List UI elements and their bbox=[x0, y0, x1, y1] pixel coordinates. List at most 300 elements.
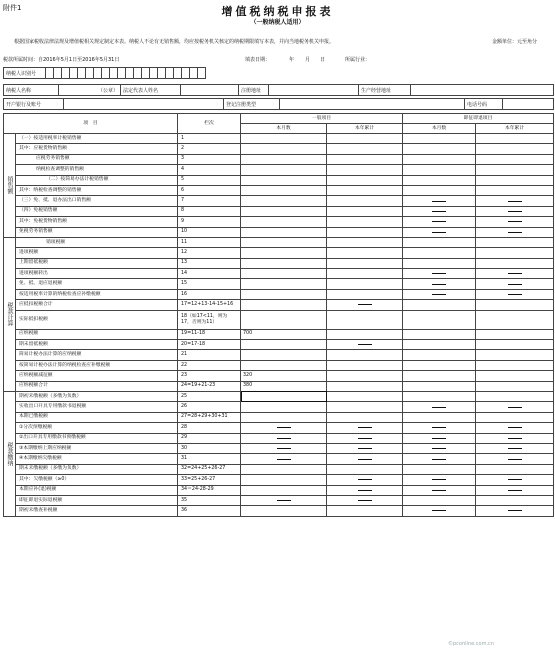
refund-this-month-cell bbox=[403, 217, 476, 227]
row-line-number: 2 bbox=[178, 144, 241, 154]
row-item-label: 应税劳务销售额 bbox=[16, 154, 178, 164]
general-this-month-cell[interactable] bbox=[241, 154, 327, 164]
general-this-month-cell[interactable] bbox=[241, 485, 327, 495]
row-item-label: 实收出口开具专用缴款书退税额 bbox=[16, 402, 178, 412]
not-applicable-dash bbox=[508, 211, 522, 212]
row-line-number: 28 bbox=[178, 423, 241, 433]
row-item-label: 其中：纳税检查调整的销售额 bbox=[16, 185, 178, 195]
refund-ytd-cell[interactable] bbox=[476, 495, 554, 505]
general-this-month-cell[interactable] bbox=[241, 134, 327, 144]
attachment-label: 附件1 bbox=[3, 4, 22, 12]
row-item-label: 应抵扣税额合计 bbox=[16, 300, 178, 310]
refund-this-month-cell[interactable] bbox=[403, 134, 476, 144]
general-ytd-cell[interactable] bbox=[327, 269, 403, 279]
row-line-number: 12 bbox=[178, 248, 241, 258]
row-line-number: 36 bbox=[178, 506, 241, 516]
table-row bbox=[4, 227, 554, 237]
table-row bbox=[4, 485, 554, 495]
general-ytd-cell bbox=[327, 475, 403, 485]
general-ytd-cell[interactable] bbox=[327, 248, 403, 258]
taxpayer-id-digit[interactable] bbox=[174, 68, 182, 79]
refund-ytd-cell[interactable] bbox=[476, 310, 554, 329]
refund-ytd-cell bbox=[476, 279, 554, 289]
taxpayer-id-digit[interactable] bbox=[46, 68, 54, 79]
not-applicable-dash bbox=[432, 490, 446, 491]
not-applicable-dash bbox=[432, 211, 446, 212]
not-applicable-dash bbox=[508, 459, 522, 460]
taxpayer-id-digit[interactable] bbox=[190, 68, 198, 79]
table-row bbox=[4, 371, 554, 381]
general-ytd-cell[interactable] bbox=[327, 310, 403, 329]
general-ytd-cell[interactable] bbox=[327, 258, 403, 268]
watermark-text: ©pconline.com.cn bbox=[448, 641, 494, 647]
general-ytd-cell[interactable] bbox=[327, 412, 403, 422]
table-row bbox=[4, 464, 554, 474]
row-line-number: 25 bbox=[178, 391, 241, 401]
refund-ytd-cell[interactable] bbox=[476, 360, 554, 370]
not-applicable-dash bbox=[432, 448, 446, 449]
section-calc-label: 税款计算 bbox=[4, 237, 16, 391]
taxpayer-id-digit[interactable] bbox=[158, 68, 166, 79]
row-line-number: 29 bbox=[178, 433, 241, 443]
row-line-number: 10 bbox=[178, 227, 241, 237]
fill-day-label: 日 bbox=[320, 57, 326, 63]
table-row bbox=[4, 248, 554, 258]
refund-this-month-cell[interactable] bbox=[403, 350, 476, 360]
general-ytd-cell[interactable] bbox=[327, 196, 403, 206]
item-column-header: 项 目 bbox=[4, 114, 178, 134]
refund-this-month-cell[interactable] bbox=[403, 360, 476, 370]
not-applicable-dash bbox=[508, 294, 522, 295]
row-line-number: 8 bbox=[178, 206, 241, 216]
general-ytd-cell[interactable] bbox=[327, 279, 403, 289]
row-item-label: 其中：欠缴税额（≥0） bbox=[16, 475, 178, 485]
not-applicable-dash bbox=[432, 294, 446, 295]
general-this-month-cell[interactable] bbox=[241, 237, 327, 247]
refund-this-month-cell bbox=[403, 289, 476, 299]
not-applicable-dash bbox=[508, 490, 522, 491]
general-this-month-cell[interactable] bbox=[241, 279, 327, 289]
refund-ytd-cell bbox=[476, 402, 554, 412]
table-row bbox=[4, 279, 554, 289]
general-ytd-cell[interactable] bbox=[327, 289, 403, 299]
general-ytd-cell[interactable] bbox=[327, 227, 403, 237]
row-line-number: 21 bbox=[178, 350, 241, 360]
table-row bbox=[4, 423, 554, 433]
row-item-label: 其中：应税货物销售额 bbox=[16, 144, 178, 154]
table-row bbox=[4, 340, 554, 350]
general-ytd-cell[interactable] bbox=[327, 329, 403, 339]
refund-this-month-cell[interactable] bbox=[403, 495, 476, 505]
general-ytd-cell[interactable] bbox=[327, 165, 403, 175]
general-this-month-cell[interactable] bbox=[241, 475, 327, 485]
not-applicable-dash bbox=[508, 438, 522, 439]
not-applicable-dash bbox=[277, 427, 291, 428]
refund-this-month-cell[interactable] bbox=[403, 154, 476, 164]
general-this-month-cell[interactable] bbox=[241, 289, 327, 299]
general-this-month-cell[interactable]: 380 bbox=[241, 381, 327, 391]
refund-ytd-cell bbox=[476, 485, 554, 495]
tax-period: 税款所属时间：自2016年5月1日至2016年5月31日 bbox=[3, 57, 120, 63]
row-line-number: 15 bbox=[178, 279, 241, 289]
general-this-month-cell[interactable] bbox=[241, 391, 327, 401]
general-this-month-cell[interactable] bbox=[241, 196, 327, 206]
taxpayer-id-digit[interactable] bbox=[54, 68, 62, 79]
table-row bbox=[4, 381, 554, 391]
taxpayer-id-digit[interactable] bbox=[142, 68, 150, 79]
general-this-month-cell[interactable] bbox=[241, 258, 327, 268]
general-this-month-cell[interactable] bbox=[241, 402, 327, 412]
general-this-month-cell[interactable] bbox=[241, 144, 327, 154]
table-row bbox=[4, 206, 554, 216]
refund-ytd-cell[interactable] bbox=[476, 258, 554, 268]
row-line-number: 16 bbox=[178, 289, 241, 299]
general-ytd-cell[interactable] bbox=[327, 237, 403, 247]
general-ytd-cell[interactable] bbox=[327, 350, 403, 360]
not-applicable-dash bbox=[358, 304, 372, 305]
general-ytd-cell bbox=[327, 340, 403, 350]
refund-this-month-cell[interactable] bbox=[403, 371, 476, 381]
table-row bbox=[4, 402, 554, 412]
row-line-number: 33=25+26-27 bbox=[178, 475, 241, 485]
row-item-label: 应纳税额减征额 bbox=[16, 371, 178, 381]
row-item-label: 纳税检查调整的销售额 bbox=[16, 165, 178, 175]
row-item-label: 按适用税率计算的纳税检查应补缴税额 bbox=[16, 289, 178, 299]
refund-ytd-cell bbox=[476, 433, 554, 443]
table-row bbox=[4, 310, 554, 329]
refund-ytd-cell bbox=[476, 227, 554, 237]
refund-this-month-header: 本月数 bbox=[403, 124, 476, 134]
general-this-month-header: 本月数 bbox=[241, 124, 327, 134]
declaration-table bbox=[3, 113, 554, 517]
general-this-month-cell[interactable] bbox=[241, 227, 327, 237]
refund-this-month-cell bbox=[403, 506, 476, 516]
taxpayer-name-row bbox=[3, 84, 554, 96]
taxpayer-id-digit[interactable] bbox=[94, 68, 102, 79]
refund-ytd-cell bbox=[476, 196, 554, 206]
general-ytd-cell[interactable] bbox=[327, 402, 403, 412]
refund-this-month-cell bbox=[403, 423, 476, 433]
general-ytd-cell[interactable] bbox=[327, 154, 403, 164]
taxpayer-id-digit[interactable] bbox=[166, 68, 174, 79]
not-applicable-dash bbox=[508, 479, 522, 480]
row-line-number: 35 bbox=[178, 495, 241, 505]
not-applicable-dash bbox=[432, 232, 446, 233]
general-this-month-cell[interactable]: 700 bbox=[241, 329, 327, 339]
row-item-label: （一）按适用税率计税销售额 bbox=[16, 134, 178, 144]
table-row bbox=[4, 269, 554, 279]
fill-year-label: 年 bbox=[289, 57, 295, 63]
refund-ytd-cell bbox=[476, 506, 554, 516]
form-subtitle: （一般纳税人适用） bbox=[250, 19, 305, 26]
taxpayer-id-digit[interactable] bbox=[78, 68, 86, 79]
general-ytd-cell[interactable] bbox=[327, 381, 403, 391]
line-column-header: 栏次 bbox=[178, 114, 241, 134]
general-items-header: 一般项目 bbox=[241, 114, 403, 124]
seal-label: （公章） bbox=[59, 85, 121, 96]
refund-this-month-cell[interactable] bbox=[403, 329, 476, 339]
refund-ytd-cell[interactable] bbox=[476, 340, 554, 350]
row-line-number: 34＝24-28-29 bbox=[178, 485, 241, 495]
table-row bbox=[4, 165, 554, 175]
refund-ytd-cell[interactable] bbox=[476, 381, 554, 391]
table-row bbox=[4, 175, 554, 185]
biz-address-value[interactable] bbox=[411, 85, 554, 96]
table-row bbox=[4, 185, 554, 195]
legal-rep-value[interactable] bbox=[181, 85, 239, 96]
table-row bbox=[4, 391, 554, 401]
refund-ytd-cell[interactable] bbox=[476, 175, 554, 185]
not-applicable-dash bbox=[432, 201, 446, 202]
general-this-month-cell bbox=[241, 454, 327, 464]
refund-this-month-cell[interactable] bbox=[403, 175, 476, 185]
refund-this-month-cell[interactable] bbox=[403, 381, 476, 391]
general-ytd-cell bbox=[327, 423, 403, 433]
row-item-label: 期末未缴税额（多缴为负数） bbox=[16, 464, 178, 474]
general-this-month-cell[interactable] bbox=[241, 506, 327, 516]
row-item-label: （三）免、抵、退办法出口销售额 bbox=[16, 196, 178, 206]
refund-ytd-cell[interactable] bbox=[476, 134, 554, 144]
refund-ytd-cell[interactable] bbox=[476, 185, 554, 195]
phone-label: 电话号码 bbox=[465, 99, 503, 110]
not-applicable-dash bbox=[508, 201, 522, 202]
refund-this-month-cell[interactable] bbox=[403, 310, 476, 329]
refund-ytd-cell[interactable] bbox=[476, 165, 554, 175]
bank-row bbox=[3, 98, 554, 110]
not-applicable-dash bbox=[508, 427, 522, 428]
general-this-month-cell[interactable] bbox=[241, 185, 327, 195]
row-item-label: 进项税额 bbox=[16, 248, 178, 258]
section-payment-label: 税款缴纳 bbox=[4, 391, 16, 516]
table-row bbox=[4, 412, 554, 422]
refund-this-month-cell[interactable] bbox=[403, 237, 476, 247]
general-ytd-cell[interactable] bbox=[327, 185, 403, 195]
taxpayer-id-digit[interactable] bbox=[134, 68, 142, 79]
amount-unit: 金额单位：元至角分 bbox=[492, 39, 538, 45]
refund-ytd-cell[interactable] bbox=[476, 371, 554, 381]
row-item-label: 免、抵、退应退税额 bbox=[16, 279, 178, 289]
refund-this-month-cell bbox=[403, 196, 476, 206]
refund-this-month-cell bbox=[403, 475, 476, 485]
refund-ytd-cell[interactable] bbox=[476, 237, 554, 247]
table-row bbox=[4, 258, 554, 268]
row-item-label: 按简易计税办法计算的纳税检查应补缴税额 bbox=[16, 360, 178, 370]
phone-value[interactable] bbox=[503, 99, 554, 110]
refund-ytd-cell[interactable] bbox=[476, 300, 554, 310]
blank bbox=[206, 68, 555, 79]
not-applicable-dash bbox=[508, 407, 522, 408]
general-ytd-cell bbox=[327, 443, 403, 453]
general-ytd-cell[interactable] bbox=[327, 134, 403, 144]
not-applicable-dash bbox=[277, 448, 291, 449]
table-row bbox=[4, 495, 554, 505]
refund-this-month-cell bbox=[403, 269, 476, 279]
row-line-number: 3 bbox=[178, 154, 241, 164]
refund-this-month-cell bbox=[403, 279, 476, 289]
refund-ytd-cell[interactable] bbox=[476, 350, 554, 360]
row-line-number: 4 bbox=[178, 165, 241, 175]
taxpayer-id-digit[interactable] bbox=[110, 68, 118, 79]
general-ytd-cell bbox=[327, 300, 403, 310]
table-row bbox=[4, 433, 554, 443]
taxpayer-id-label: 纳税人识别号 bbox=[4, 68, 46, 79]
refund-this-month-cell[interactable] bbox=[403, 340, 476, 350]
general-this-month-cell[interactable] bbox=[241, 165, 327, 175]
refund-ytd-cell[interactable] bbox=[476, 144, 554, 154]
refund-this-month-cell bbox=[403, 227, 476, 237]
refund-ytd-cell[interactable] bbox=[476, 464, 554, 474]
general-this-month-cell[interactable] bbox=[241, 310, 327, 329]
general-this-month-cell[interactable] bbox=[241, 248, 327, 258]
row-item-label: 实际抵扣税额 bbox=[16, 310, 178, 329]
general-this-month-cell[interactable] bbox=[241, 206, 327, 216]
row-line-number: 32=24+25+26-27 bbox=[178, 464, 241, 474]
table-row bbox=[4, 217, 554, 227]
refund-ytd-header: 本年累计 bbox=[476, 124, 554, 134]
not-applicable-dash bbox=[508, 232, 522, 233]
row-item-label: 本期已缴税额 bbox=[16, 412, 178, 422]
taxpayer-id-digit[interactable] bbox=[118, 68, 126, 79]
refund-this-month-cell bbox=[403, 433, 476, 443]
table-row bbox=[4, 329, 554, 339]
not-applicable-dash bbox=[508, 448, 522, 449]
bank-label: 开户银行及账号 bbox=[4, 99, 64, 110]
row-item-label: ③本期缴纳上期应纳税额 bbox=[16, 443, 178, 453]
table-row bbox=[4, 300, 554, 310]
taxpayer-id-digit[interactable] bbox=[102, 68, 110, 79]
general-this-month-cell[interactable] bbox=[241, 340, 327, 350]
not-applicable-dash bbox=[432, 273, 446, 274]
row-line-number: 9 bbox=[178, 217, 241, 227]
general-ytd-cell[interactable] bbox=[327, 175, 403, 185]
general-this-month-cell[interactable] bbox=[241, 360, 327, 370]
row-item-label: 期末留抵税额 bbox=[16, 340, 178, 350]
refund-items-header: 即征即退项目 bbox=[403, 114, 554, 124]
general-ytd-cell bbox=[327, 433, 403, 443]
general-this-month-cell[interactable] bbox=[241, 350, 327, 360]
general-this-month-cell bbox=[241, 433, 327, 443]
taxpayer-id-digit[interactable] bbox=[86, 68, 94, 79]
table-row bbox=[4, 144, 554, 154]
refund-ytd-cell[interactable] bbox=[476, 391, 554, 401]
not-applicable-dash bbox=[358, 479, 372, 480]
taxpayer-id-digit[interactable] bbox=[198, 68, 206, 79]
row-item-label: 上期留抵税额 bbox=[16, 258, 178, 268]
row-item-label: （四）免税销售额 bbox=[16, 206, 178, 216]
not-applicable-dash bbox=[277, 500, 291, 501]
general-ytd-cell[interactable] bbox=[327, 506, 403, 516]
general-this-month-cell[interactable]: 320 bbox=[241, 371, 327, 381]
general-this-month-cell[interactable] bbox=[241, 300, 327, 310]
refund-ytd-cell bbox=[476, 423, 554, 433]
refund-this-month-cell bbox=[403, 402, 476, 412]
row-line-number: 19=11-18 bbox=[178, 329, 241, 339]
refund-this-month-cell[interactable] bbox=[403, 144, 476, 154]
general-ytd-header: 本年累计 bbox=[327, 124, 403, 134]
not-applicable-dash bbox=[277, 438, 291, 439]
refund-this-month-cell[interactable] bbox=[403, 464, 476, 474]
general-this-month-cell[interactable] bbox=[241, 412, 327, 422]
taxpayer-id-row bbox=[3, 67, 554, 79]
refund-ytd-cell[interactable] bbox=[476, 154, 554, 164]
refund-ytd-cell bbox=[476, 475, 554, 485]
general-ytd-cell[interactable] bbox=[327, 217, 403, 227]
row-item-label: 免税劳务销售额 bbox=[16, 227, 178, 237]
taxpayer-id-digit[interactable] bbox=[150, 68, 158, 79]
taxpayer-id-digit[interactable] bbox=[182, 68, 190, 79]
refund-ytd-cell[interactable] bbox=[476, 412, 554, 422]
refund-this-month-cell[interactable] bbox=[403, 391, 476, 401]
general-ytd-cell bbox=[327, 495, 403, 505]
refund-ytd-cell bbox=[476, 443, 554, 453]
table-row bbox=[4, 506, 554, 516]
not-applicable-dash bbox=[432, 221, 446, 222]
reg-type-value[interactable] bbox=[280, 99, 465, 110]
row-line-number: 18（如17<11，则为17，否则为11） bbox=[178, 310, 241, 329]
table-row bbox=[4, 289, 554, 299]
not-applicable-dash bbox=[432, 479, 446, 480]
general-ytd-cell[interactable] bbox=[327, 206, 403, 216]
refund-this-month-cell bbox=[403, 206, 476, 216]
row-line-number: 26 bbox=[178, 402, 241, 412]
refund-ytd-cell[interactable] bbox=[476, 248, 554, 258]
not-applicable-dash bbox=[358, 438, 372, 439]
table-row bbox=[4, 196, 554, 206]
reg-address-label: 注册地址 bbox=[239, 85, 269, 96]
reg-address-value[interactable] bbox=[269, 85, 359, 96]
general-ytd-cell[interactable] bbox=[327, 144, 403, 154]
refund-this-month-cell[interactable] bbox=[403, 185, 476, 195]
not-applicable-dash bbox=[432, 284, 446, 285]
not-applicable-dash bbox=[358, 500, 372, 501]
refund-this-month-cell[interactable] bbox=[403, 248, 476, 258]
fill-month-label: 月 bbox=[305, 57, 311, 63]
not-applicable-dash bbox=[277, 459, 291, 460]
not-applicable-dash bbox=[432, 510, 446, 511]
general-ytd-cell bbox=[327, 454, 403, 464]
row-line-number: 23 bbox=[178, 371, 241, 381]
table-row bbox=[4, 134, 554, 144]
refund-this-month-cell[interactable] bbox=[403, 412, 476, 422]
row-item-label: 简易计税办法计算的应纳税额 bbox=[16, 350, 178, 360]
general-ytd-cell[interactable] bbox=[327, 360, 403, 370]
general-this-month-cell[interactable] bbox=[241, 464, 327, 474]
refund-this-month-cell[interactable] bbox=[403, 165, 476, 175]
taxpayer-id-digit[interactable] bbox=[62, 68, 70, 79]
refund-ytd-cell[interactable] bbox=[476, 329, 554, 339]
industry-label: 所属行业： bbox=[345, 57, 371, 63]
general-this-month-cell[interactable] bbox=[241, 269, 327, 279]
taxpayer-id-digit[interactable] bbox=[70, 68, 78, 79]
taxpayer-id-digit[interactable] bbox=[126, 68, 134, 79]
general-ytd-cell[interactable] bbox=[327, 371, 403, 381]
general-ytd-cell[interactable] bbox=[327, 464, 403, 474]
bank-value[interactable] bbox=[64, 99, 224, 110]
refund-this-month-cell[interactable] bbox=[403, 258, 476, 268]
refund-this-month-cell bbox=[403, 485, 476, 495]
refund-this-month-cell[interactable] bbox=[403, 300, 476, 310]
form-title: 增值税纳税申报表 bbox=[221, 5, 334, 18]
general-ytd-cell[interactable] bbox=[327, 391, 403, 401]
row-line-number: 22 bbox=[178, 360, 241, 370]
row-line-number: 13 bbox=[178, 258, 241, 268]
row-line-number: 17=12+13-14-15+16 bbox=[178, 300, 241, 310]
section-sales-label: 销售额 bbox=[4, 134, 16, 238]
row-item-label: 应纳税额合计 bbox=[16, 381, 178, 391]
general-this-month-cell[interactable] bbox=[241, 175, 327, 185]
general-this-month-cell[interactable] bbox=[241, 217, 327, 227]
row-item-label: 进项税额转出 bbox=[16, 269, 178, 279]
